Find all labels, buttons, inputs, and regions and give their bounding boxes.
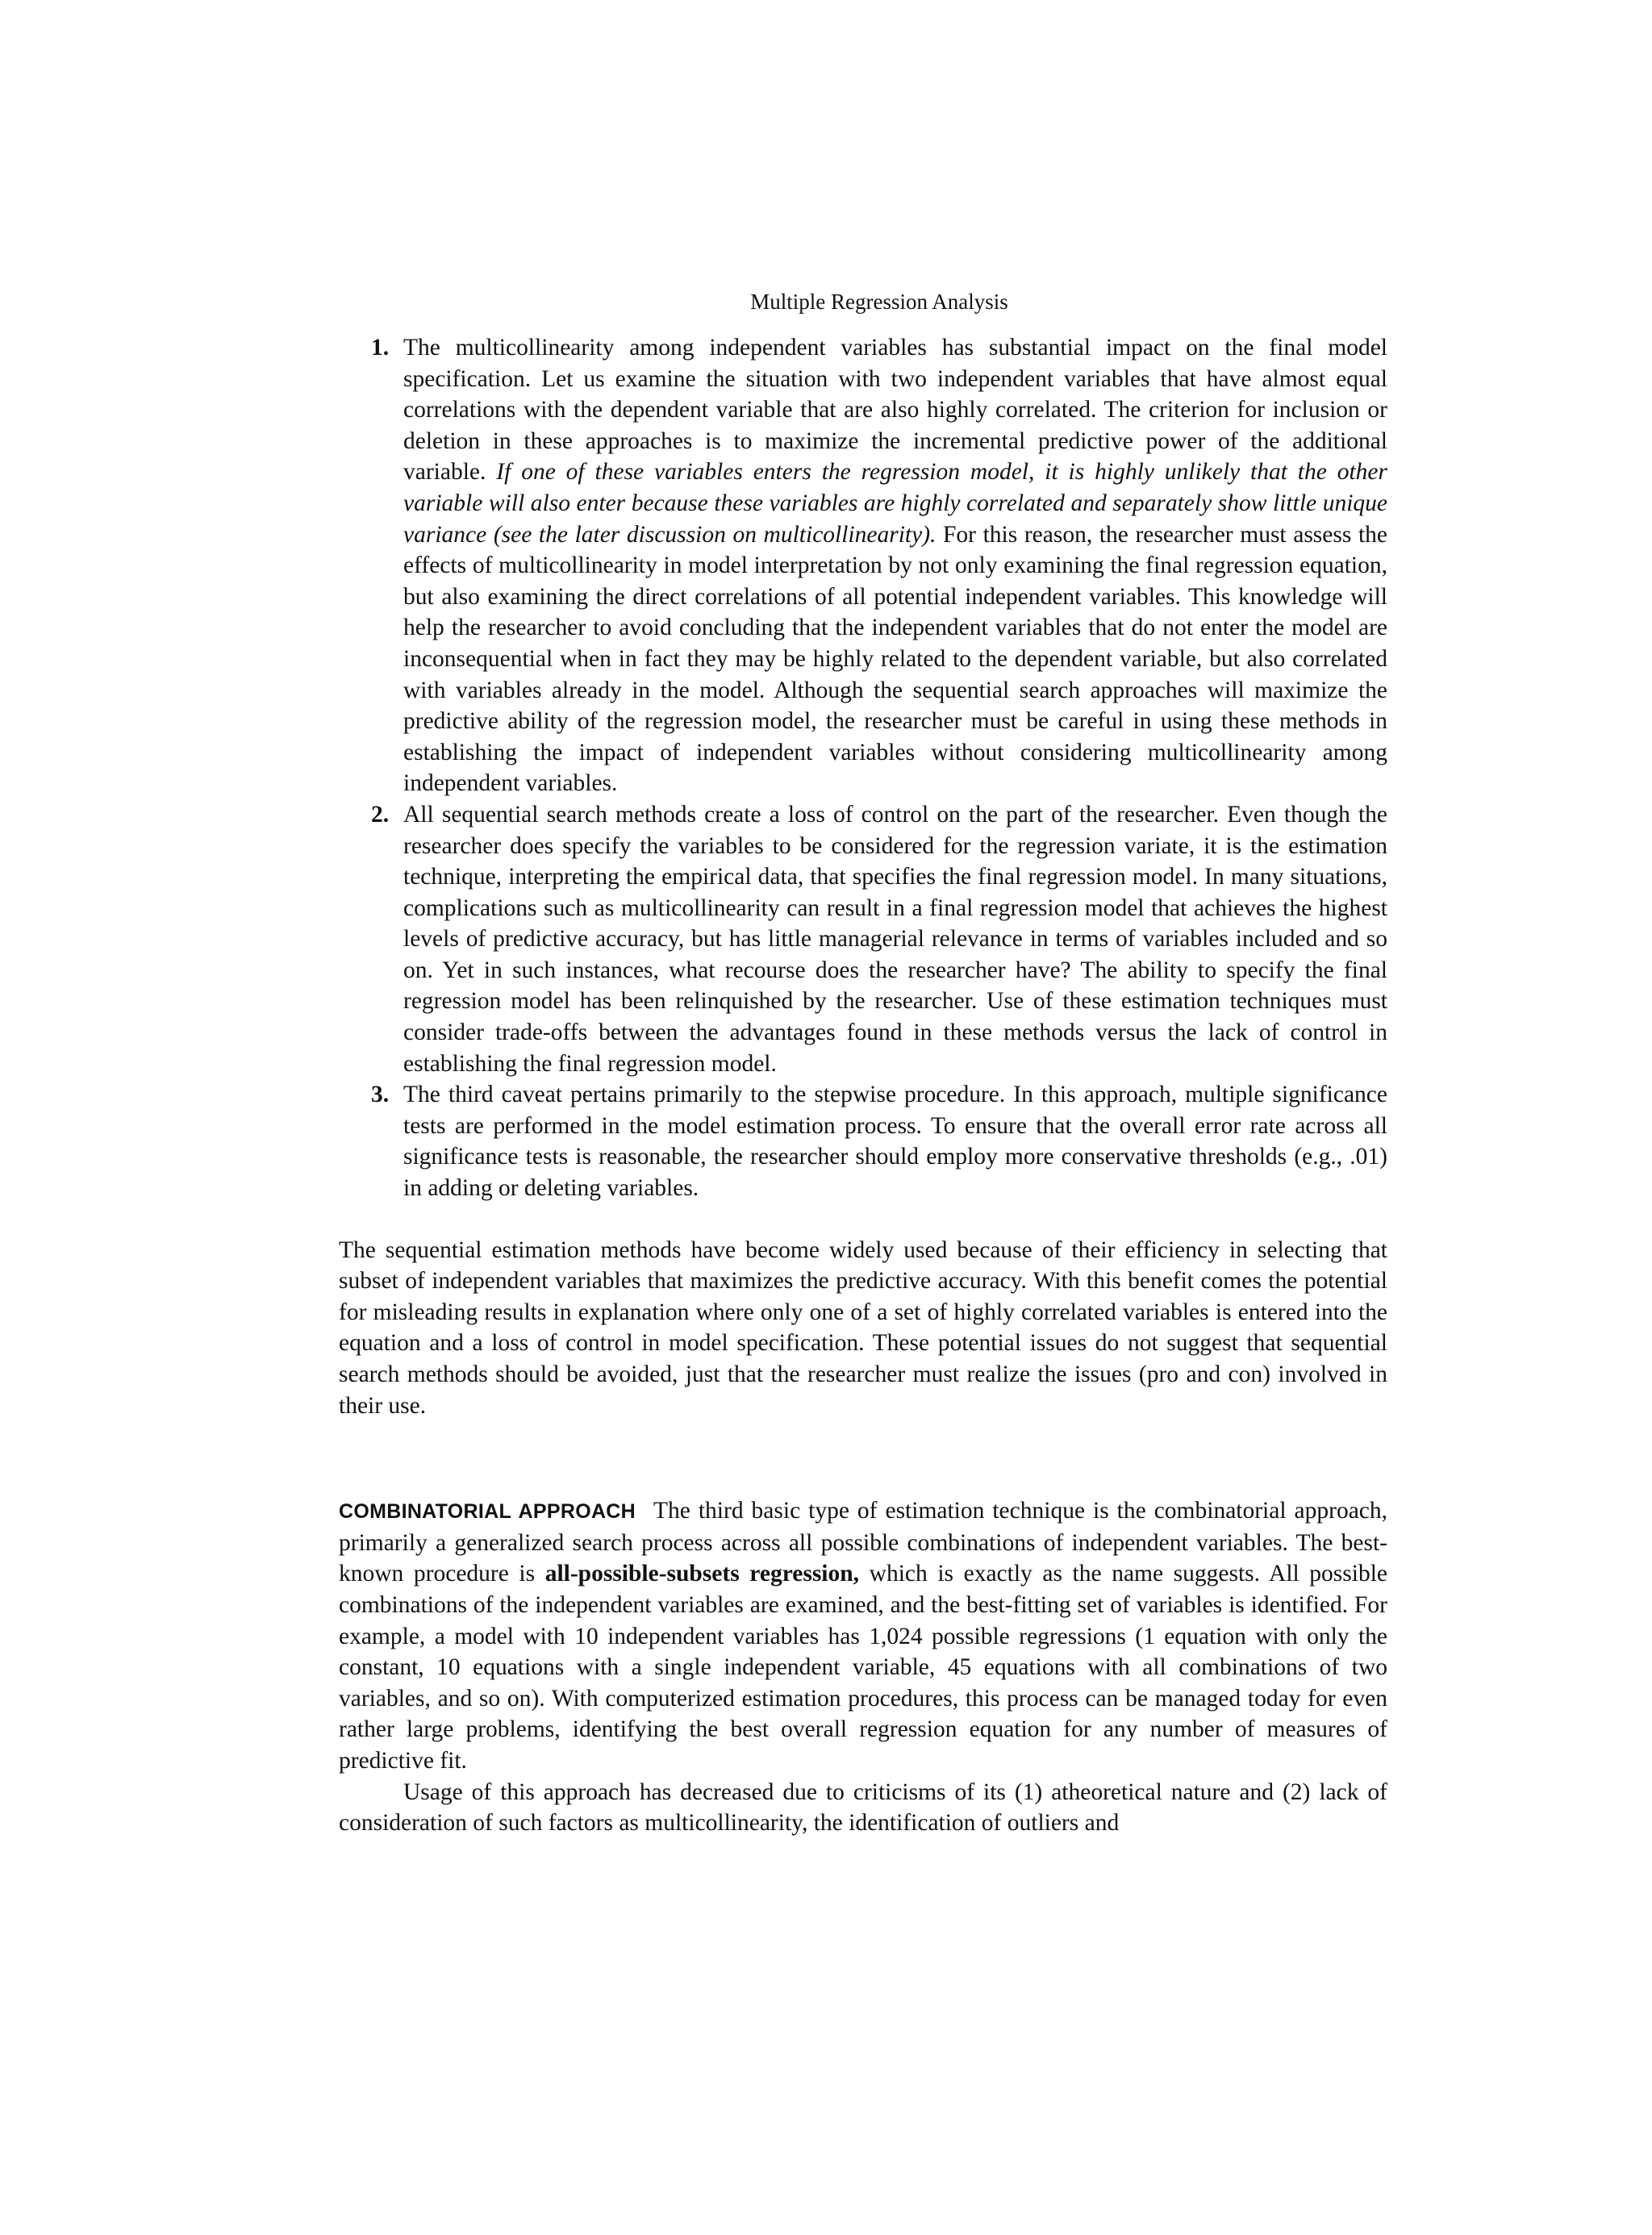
- caveat-number: 2.: [371, 801, 390, 828]
- caveat-text: The multicollinearity among independent variables has substantial impact on the final model specification. Let us examine the situation with two independent variables that have almost equal correlations with the dependent variable that are also highly correlated. The criterion for inclusion or deletion in these approaches is to maximize the incremental predictive power of the additional variable.: [403, 335, 1387, 486]
- body-text: The third basic type of estimation technique is the combinatorial approach, primarily a generalized search process across all possible combinations of independent variables. The best-known procedure is: [339, 1498, 1388, 1587]
- page-content: [339, 287, 1387, 1839]
- caveat-number: 1.: [371, 335, 390, 361]
- caveat-text: All sequential search methods create a loss of control on the part of the researcher. Even though the researcher does specify the variables to be considered for the regression variate, it is the estimation technique, interpreting the empirical data, that specifies the final regression model. In many situations, complications such as multicollinearity can result in a final regression model that achieves the highest levels of predictive accuracy, but has little managerial relevance in terms of variables included and so on. Yet in such instances, what recourse does the researcher have? The ability to specify the final regression model has been relinquished by the researcher. Use of these estimation techniques must consider trade-offs between the advantages found in these methods versus the lack of control in establishing the final regression model.: [403, 801, 1387, 1077]
- caveat-item-2: [371, 799, 1387, 1079]
- body-text: which is exactly as the name suggests. All possible combinations of the independent variables are examined, and the best-fitting set of variables is identified. For example, a model with 10 independent variables has 1,024 possible regressions (1 equation with only the constant, 10 equations with a single independent variable, 45 equations with all combinations of two variables, and so on). With computerized estimation procedures, this process can be managed today for even rather large problems, identifying the best overall regression equation for any number of measures of predictive fit.: [339, 1561, 1388, 1774]
- caveat-list: [339, 332, 1387, 1204]
- running-head-title: Multiple Regression Analysis: [750, 290, 1008, 314]
- usage-paragraph: Usage of this approach has decreased due to criticisms of its (1) atheoretical nature and (2) lack of consideration of such factors as multicollinearity, the identification of outliers and: [339, 1778, 1387, 1837]
- caveat-item-1: [371, 332, 1388, 799]
- caveat-item-3: [371, 1079, 1387, 1203]
- caveat-text: For this reason, the researcher must assess the effects of multicollinearity in model interpretation by not only examining the final regression equation, but also examining the direct correlations of all potential independent variables. This knowledge will help the researcher to avoid concluding that the independent variables that do not enter the model are inconsequential when in fact they may be highly related to the dependent variable, but also correlated with variables already in the model. Although the sequential search approaches will maximize the predictive ability of the regression model, the researcher must be careful in using these methods in establishing the impact of independent variables without considering multicollinearity among independent variables.: [403, 521, 1387, 797]
- key-term: all-possible-subsets regression,: [544, 1561, 860, 1587]
- combinatorial-paragraph: [339, 1495, 1387, 1776]
- caveat-emphasis: If one of these variables enters the regression model, it is highly unlikely that the other variable will also enter because these variables are highly correlated and separately show little unique variance (see the later discussion on multicollinearity).: [403, 459, 1388, 548]
- caveat-number: 3.: [371, 1082, 390, 1108]
- section-run-in-heading: COMBINATORIAL APPROACH: [339, 1500, 636, 1524]
- summary-paragraph: The sequential estimation methods have become widely used because of their efficiency in selecting that subset of independent variables that maximizes the predictive accuracy. With this benefit comes the potential for misleading results in explanation where only one of a set of highly correlated variables is entered into the equation and a loss of control in model specification. These potential issues do not suggest that sequential search methods should be avoided, just that the researcher must realize the issues (pro and con) involved in their use.: [339, 1236, 1387, 1419]
- caveat-text: The third caveat pertains primarily to the stepwise procedure. In this approach, multiple significance tests are performed in the model estimation process. To ensure that the overall error rate across all significance tests is reasonable, the researcher should employ more conservative thresholds (e.g., .01) in adding or deleting variables.: [403, 1082, 1387, 1202]
